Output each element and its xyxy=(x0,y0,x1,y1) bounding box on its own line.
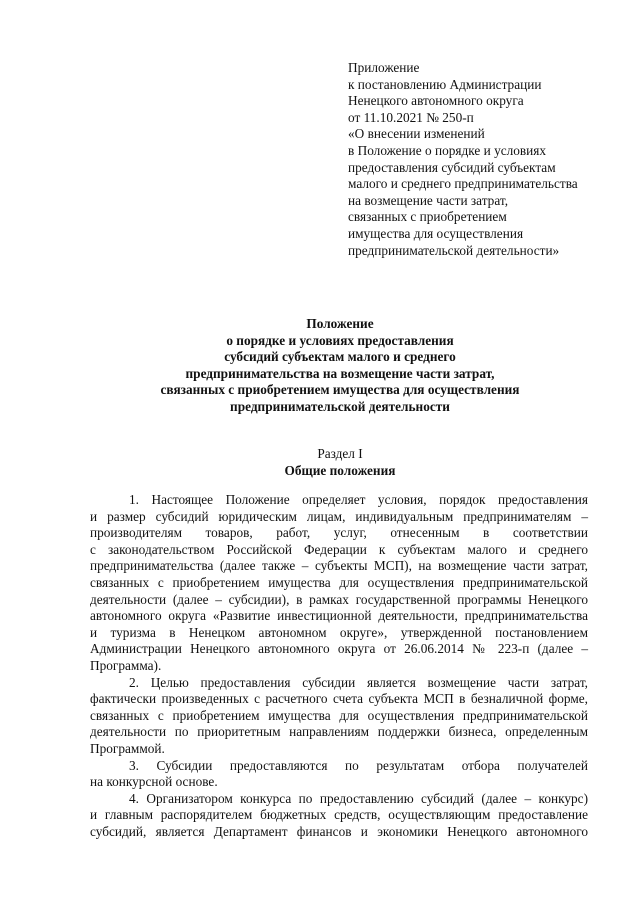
appendix-line: имущества для осуществления xyxy=(348,225,524,241)
appendix-line: связанных с приобретением xyxy=(348,209,507,225)
paragraph-1 xyxy=(90,492,588,675)
appendix-header xyxy=(348,60,618,259)
appendix-line: «О внесении изменений xyxy=(348,126,485,142)
text-line: и размер субсидий юридическим лицам, индивидуальным предпринимателям – xyxy=(90,508,588,524)
text-line: производителям товаров, работ, услуг, отнесенным в соответствии xyxy=(90,525,588,541)
text-line: с законодательством Российской Федерации к субъектам малого и среднего xyxy=(90,541,588,557)
appendix-line: предпринимательской деятельности» xyxy=(348,242,560,258)
text-line: и главным распорядителем бюджетных средств, осуществляющим предоставление xyxy=(90,807,588,823)
text-line: 1. Настоящее Положение определяет условия, порядок предоставления xyxy=(129,492,588,507)
appendix-line: в Положение о порядке и условиях xyxy=(348,142,547,158)
text-line: 2. Целью предоставления субсидии является возмещение части затрат, xyxy=(129,674,588,690)
text-line: связанных с приобретением имущества для осуществления предпринимательской xyxy=(90,707,588,723)
text-line: связанных с приобретением имущества для осуществления предпринимательской xyxy=(90,574,588,590)
text-line: деятельности (далее – субсидии), в рамках государственной программы Ненецкого xyxy=(90,591,588,607)
section-title: Общие положения xyxy=(284,463,396,478)
appendix-line: на возмещение части затрат, xyxy=(348,192,509,208)
paragraph-3 xyxy=(90,758,588,791)
text-line: Администрации Ненецкого автономного округа от 26.06.2014 № 223-п (далее – xyxy=(90,641,588,657)
text-line: на конкурсной основе. xyxy=(90,774,218,790)
text-line: Программой. xyxy=(90,740,165,756)
appendix-line: Приложение xyxy=(348,60,420,75)
text-line: и туризма в Ненецком автономном округе», утвержденной постановлением xyxy=(90,624,588,640)
title-line: о порядке и условиях предоставления xyxy=(226,332,454,348)
text-line: субсидий, является Департамент финансов и экономики Ненецкого автономного xyxy=(90,823,588,839)
appendix-line: малого и среднего предпринимательства xyxy=(348,176,578,192)
section-label: Раздел I xyxy=(317,446,363,461)
text-line: фактически произведенных с расчетного счета субъекта МСП в безналичной форме, xyxy=(90,691,588,707)
appendix-line: к постановлению Администрации xyxy=(348,76,542,92)
title-line: Положение xyxy=(306,316,374,331)
title-line: предпринимательской деятельности xyxy=(230,398,450,414)
title-line: связанных с приобретением имущества для осуществления xyxy=(160,382,520,398)
text-line: 3. Субсидии предоставляются по результатам отбора получателей xyxy=(129,757,588,773)
document-body xyxy=(90,492,588,840)
appendix-line: от 11.10.2021 № 250-п xyxy=(348,109,474,125)
text-line: 4. Организатором конкурса по предоставлению субсидий (далее – конкурс) xyxy=(129,790,588,806)
document-title xyxy=(90,316,590,416)
title-line: субсидий субъектам малого и среднего xyxy=(224,349,456,365)
text-line: предпринимательства (далее также – субъекты МСП), на возмещение части затрат, xyxy=(90,558,588,574)
title-line: предпринимательства на возмещение части затрат, xyxy=(185,365,495,381)
appendix-line: Ненецкого автономного округа xyxy=(348,93,524,109)
paragraph-2 xyxy=(90,675,588,758)
text-line: автономного округа «Развитие инвестиционной деятельности, предпринимательства xyxy=(90,608,588,624)
text-line: деятельности по приоритетным направлениям поддержки бизнеса, определенным xyxy=(90,724,588,740)
appendix-line: предоставления субсидий субъектам xyxy=(348,159,556,175)
text-line: Программа). xyxy=(90,657,162,673)
paragraph-4 xyxy=(90,791,588,841)
